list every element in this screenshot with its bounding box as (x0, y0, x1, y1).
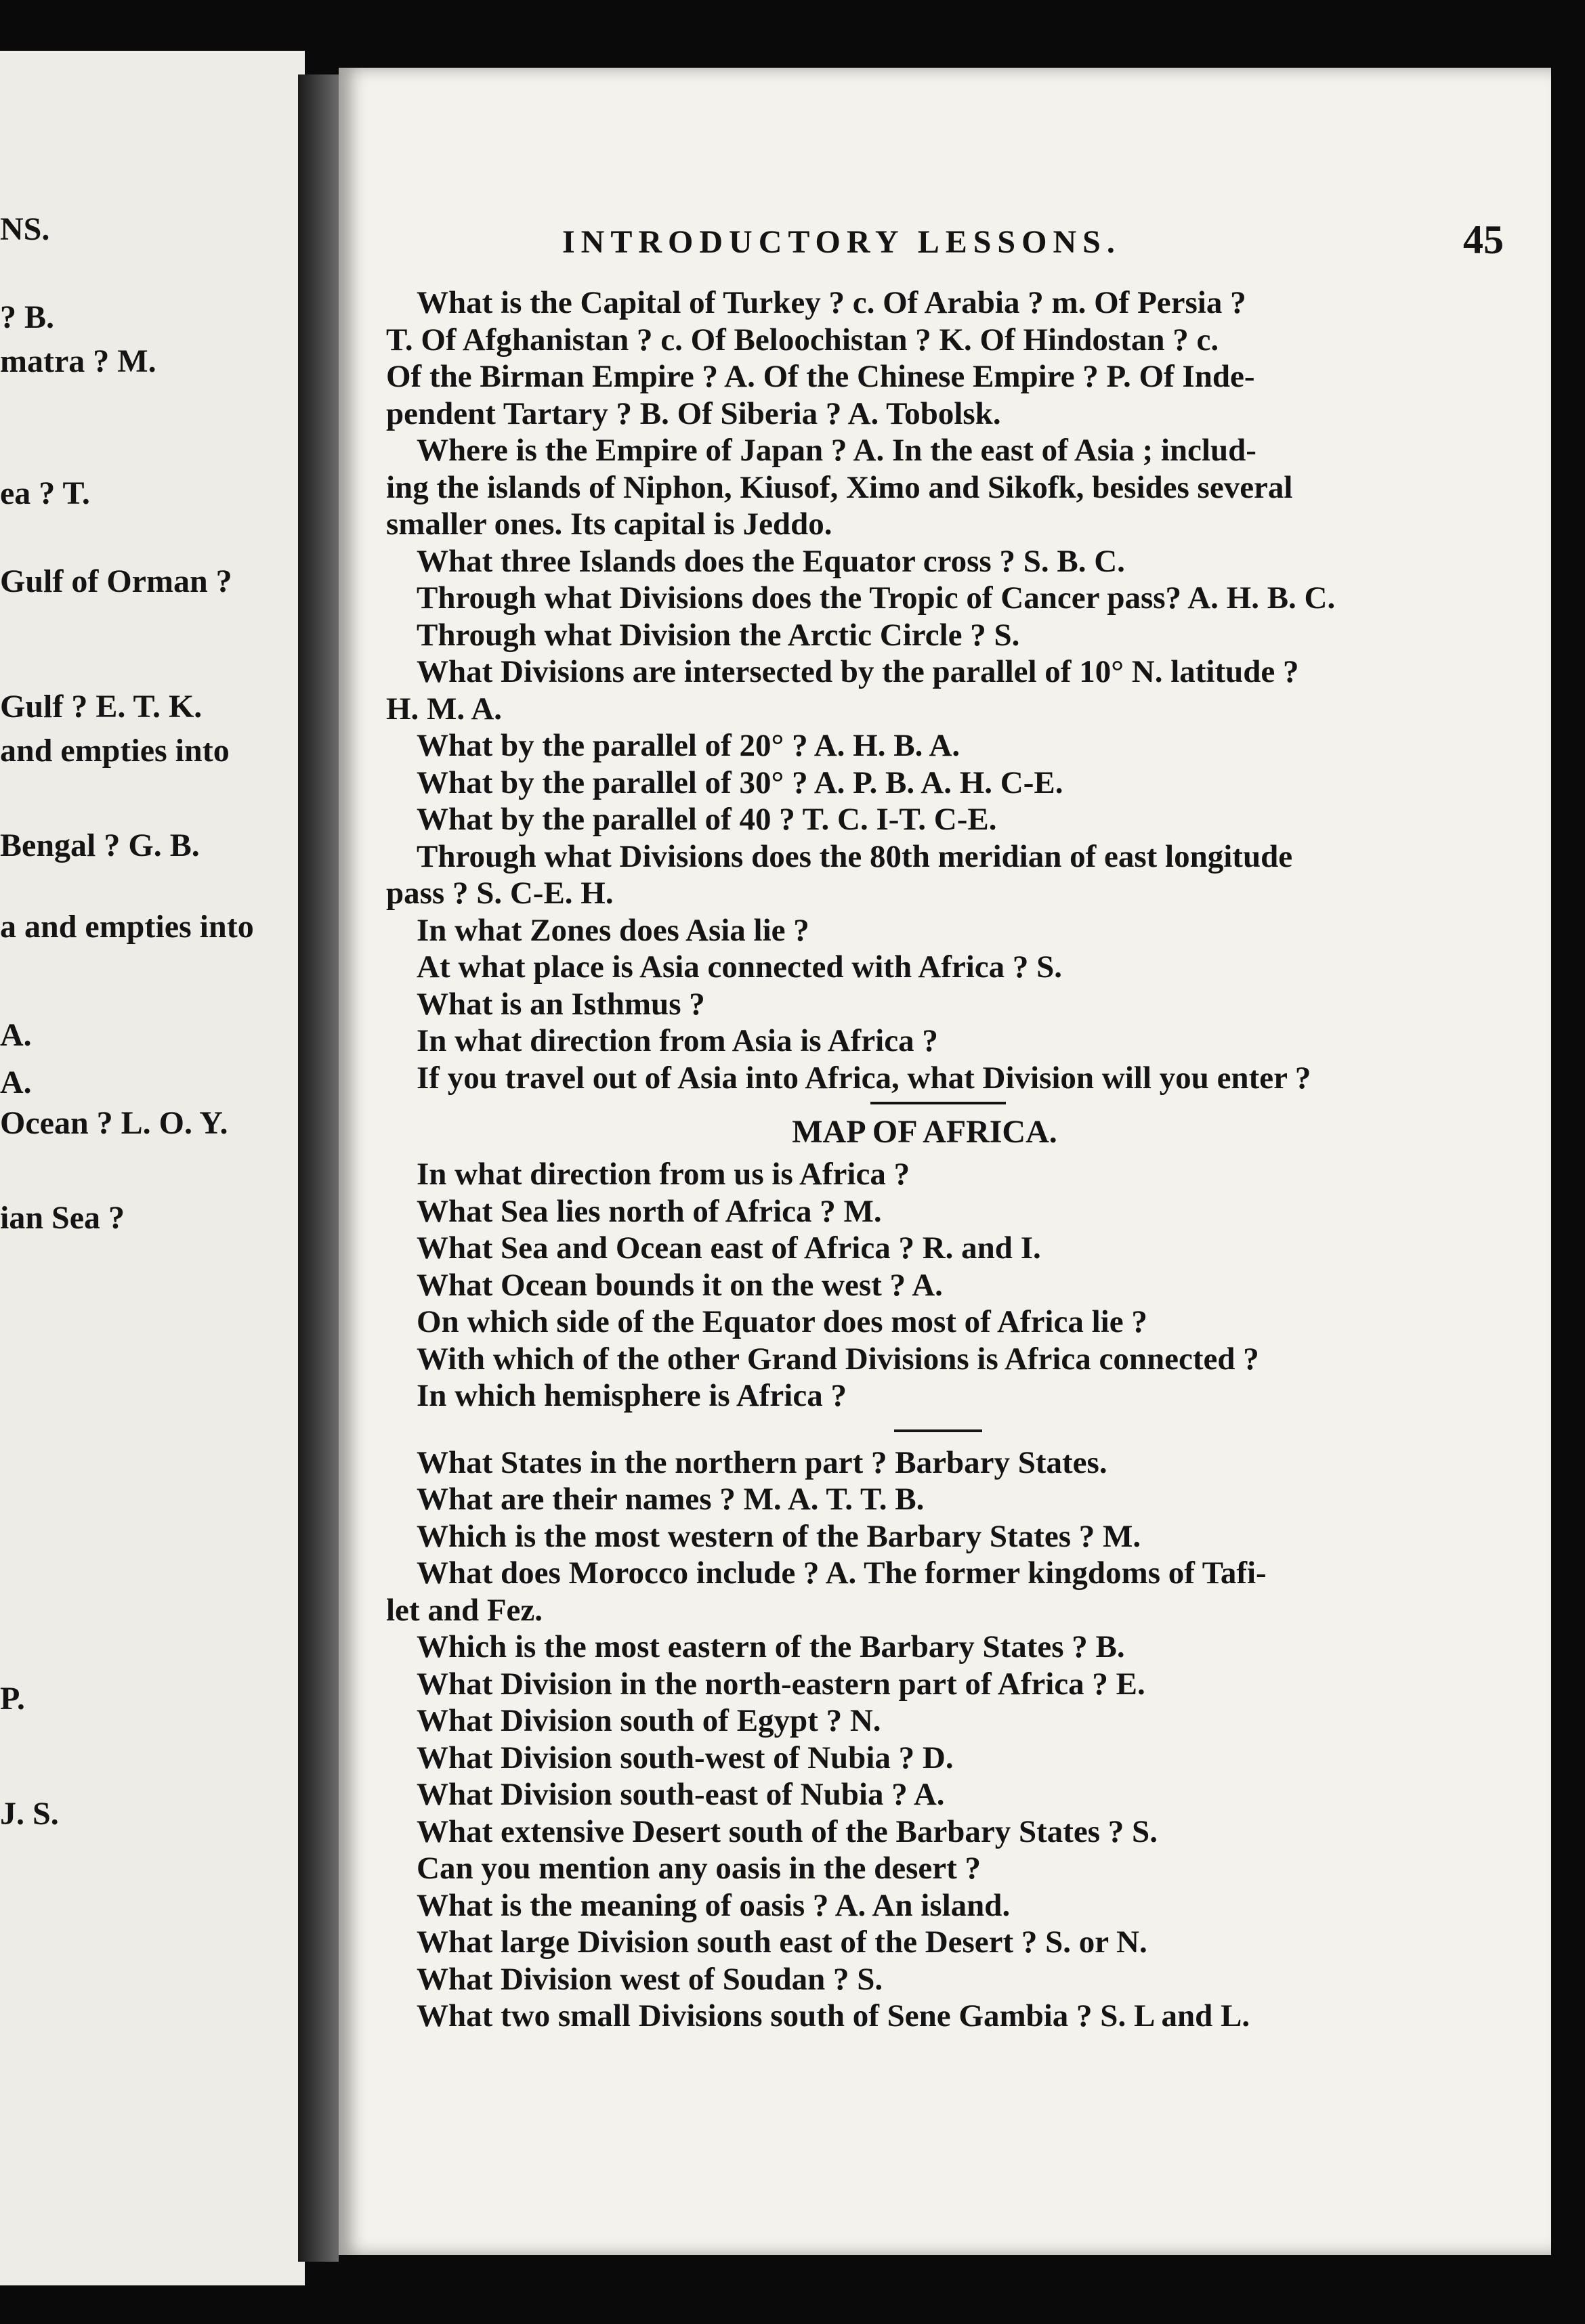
page-number: 45 (1463, 217, 1504, 262)
facing-page-line: matra ? M. (0, 343, 156, 379)
text-line: What Division south of Egypt ? N. (417, 1703, 881, 1738)
page-header (562, 217, 1504, 278)
africa-questions-general (386, 1156, 1517, 1415)
text-line: What are their names ? M. A. T. T. B. (417, 1482, 925, 1517)
text-line: In what direction from Asia is Africa ? (417, 1023, 938, 1058)
text-line: What three Islands does the Equator cross ? S. B. C. (417, 543, 1125, 579)
text-line: On which side of the Equator does most of Africa lie ? (417, 1304, 1147, 1339)
text-line: Through what Divisions does the 80th meridian of east longitude (417, 838, 1293, 874)
text-line: What is an Isthmus ? (417, 986, 705, 1022)
text-line: What Sea and Ocean east of Africa ? R. and I. (417, 1230, 1041, 1266)
africa-questions-divisions (386, 1444, 1517, 2035)
facing-page-line: a and empties into (0, 909, 254, 945)
text-line: What extensive Desert south of the Barbary States ? S. (417, 1813, 1158, 1849)
text-line: Which is the most eastern of the Barbary States ? B. (417, 1629, 1125, 1664)
text-line: What Division in the north-eastern part of Africa ? E. (417, 1666, 1145, 1702)
asia-questions (386, 284, 1517, 1096)
facing-page-line: ea ? T. (0, 475, 90, 511)
text-line: Where is the Empire of Japan ? A. In the east of Asia ; includ- (417, 433, 1256, 468)
text-line: What by the parallel of 30° ? A. P. B. A. H. C-E. (417, 765, 1063, 800)
book-page (339, 68, 1551, 2255)
text-line: What Division south-east of Nubia ? A. (417, 1777, 945, 1812)
text-line: What Division south-west of Nubia ? D. (417, 1740, 954, 1776)
facing-page-line: A. (0, 1064, 32, 1100)
text-line: What Sea lies north of Africa ? M. (417, 1193, 882, 1229)
text-line: What Division west of Soudan ? S. (417, 1961, 883, 1997)
facing-page-line: and empties into (0, 733, 230, 769)
text-line: In which hemisphere is Africa ? (417, 1378, 847, 1413)
text-line: At what place is Asia connected with Africa ? S. (417, 949, 1063, 985)
text-line: pendent Tartary ? B. Of Siberia ? A. Tobolsk. (386, 395, 1001, 431)
facing-page-line: P. (0, 1681, 25, 1717)
running-head: INTRODUCTORY LESSONS. (562, 224, 1121, 260)
text-line: ing the islands of Niphon, Kiusof, Ximo and Sikofk, besides several (386, 469, 1293, 505)
text-line: What States in the northern part ? Barbary States. (417, 1444, 1107, 1480)
text-line: Of the Birman Empire ? A. Of the Chinese Empire ? P. Of Inde- (386, 359, 1255, 394)
text-line: Through what Divisions does the Tropic of Cancer pass? A. H. B. C. (417, 580, 1336, 616)
text-line: What is the meaning of oasis ? A. An island. (417, 1887, 1011, 1923)
facing-page-line: Bengal ? G. B. (0, 827, 200, 863)
text-line: let and Fez. (386, 1592, 543, 1628)
facing-page-line: Gulf of Orman ? (0, 563, 232, 599)
text-line: With which of the other Grand Divisions is Africa connected ? (417, 1341, 1259, 1377)
section-divider (870, 1102, 1006, 1104)
book-gutter (298, 74, 339, 2262)
text-line: pass ? S. C-E. H. (386, 876, 614, 911)
text-line: If you travel out of Asia into Africa, what Division will you enter ? (417, 1060, 1311, 1096)
text-line: T. Of Afghanistan ? c. Of Beloochistan ? K. Of Hindostan ? c. (386, 322, 1219, 358)
facing-page-line: Gulf ? E. T. K. (0, 689, 203, 725)
facing-page-line: NS. (0, 211, 50, 247)
facing-page-line: ian Sea ? (0, 1200, 125, 1236)
text-line: Which is the most western of the Barbary States ? M. (417, 1518, 1141, 1554)
text-line: Through what Division the Arctic Circle ? S. (417, 617, 1020, 653)
facing-page-line: Ocean ? L. O. Y. (0, 1105, 228, 1141)
text-line: What two small Divisions south of Sene Gambia ? S. L and L. (417, 1998, 1250, 2034)
text-line: What large Division south east of the Desert ? S. or N. (417, 1924, 1147, 1960)
facing-page-line: A. (0, 1017, 32, 1053)
text-line: What by the parallel of 20° ? A. H. B. A. (417, 728, 960, 763)
text-line: What Divisions are intersected by the parallel of 10° N. latitude ? (417, 654, 1299, 689)
text-line: H. M. A. (386, 691, 503, 727)
page-body (386, 284, 1517, 2035)
text-line: Can you mention any oasis in the desert ? (417, 1851, 981, 1886)
facing-page-line: J. S. (0, 1796, 59, 1832)
text-line: What does Morocco include ? A. The former kingdoms of Tafi- (417, 1555, 1267, 1591)
facing-page-fragment (0, 51, 305, 2285)
text-line: In what direction from us is Africa ? (417, 1157, 910, 1192)
facing-page-line: ? B. (0, 299, 55, 335)
text-line: What by the parallel of 40 ? T. C. I-T. C-E. (417, 802, 997, 837)
text-line: What is the Capital of Turkey ? c. Of Arabia ? m. Of Persia ? (417, 285, 1246, 320)
subsection-divider (894, 1429, 982, 1432)
text-line: What Ocean bounds it on the west ? A. (417, 1267, 943, 1303)
section-heading: MAP OF AFRICA. (792, 1114, 1057, 1150)
text-line: smaller ones. Its capital is Jeddo. (386, 507, 832, 542)
text-line: In what Zones does Asia lie ? (417, 912, 809, 948)
